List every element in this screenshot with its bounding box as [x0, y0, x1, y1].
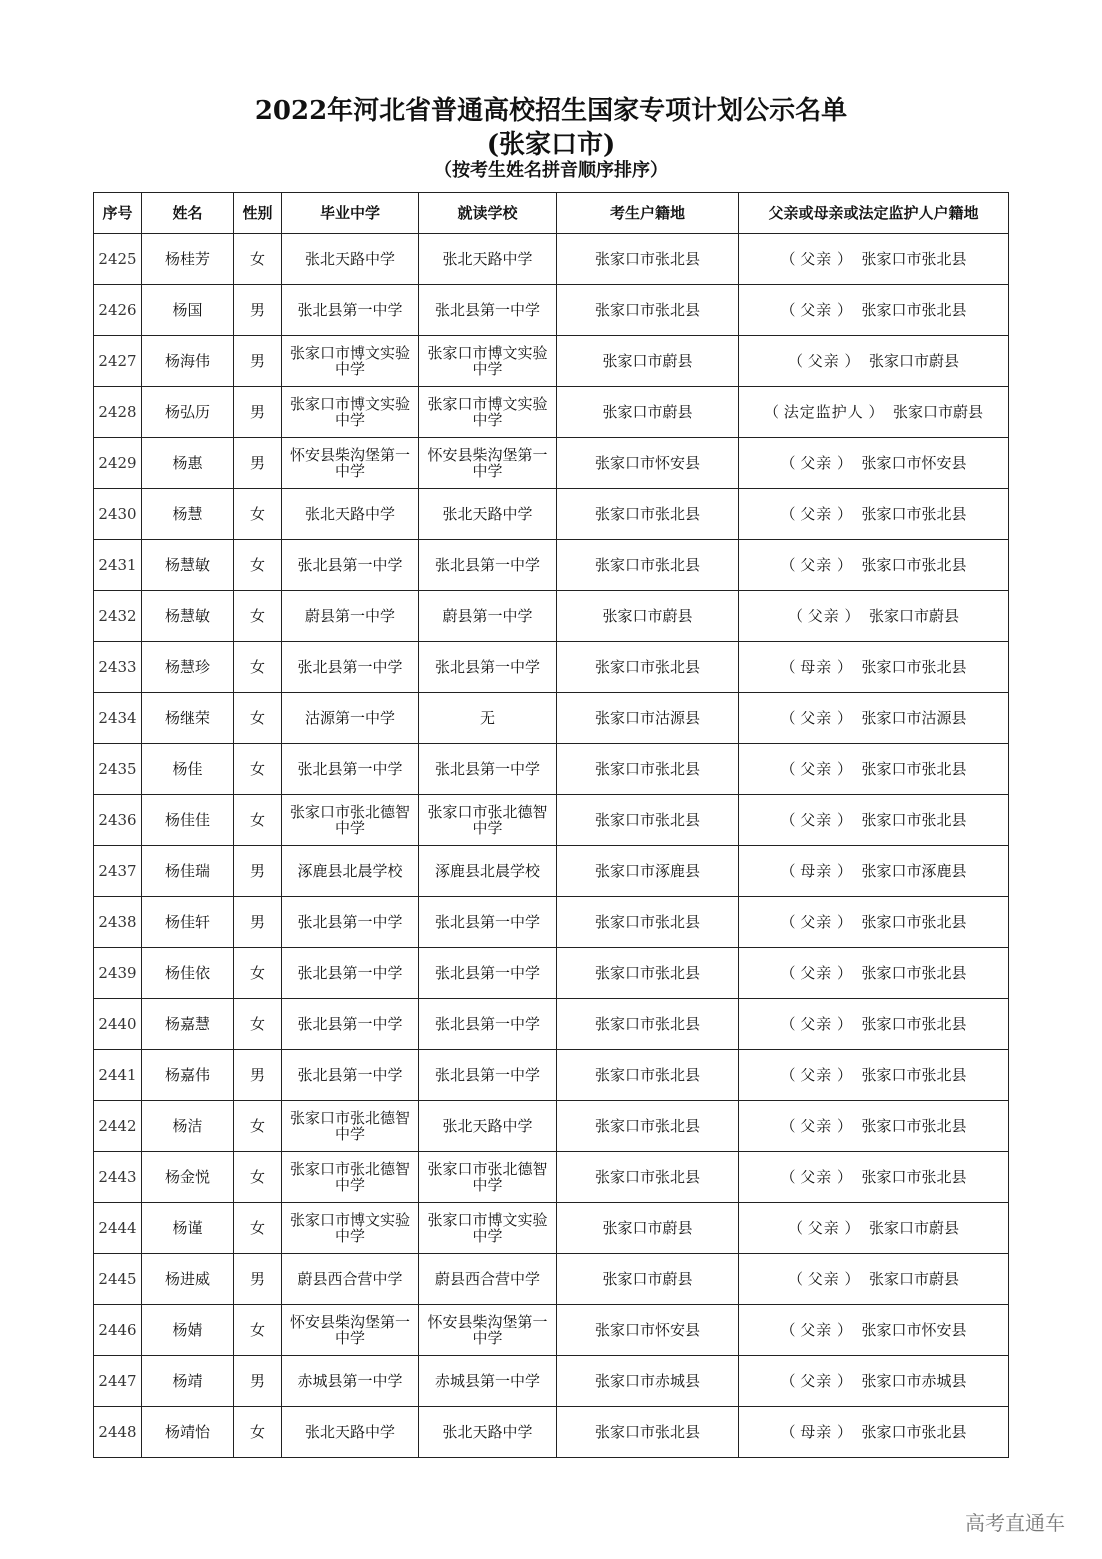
cell-name: 杨继荣: [142, 693, 234, 744]
cell-index: 2445: [94, 1254, 142, 1305]
cell-household: 张家口市张北县: [557, 1050, 739, 1101]
cell-index: 2432: [94, 591, 142, 642]
cell-current-school: 张北县第一中学: [419, 540, 557, 591]
col-header-household: 考生户籍地: [557, 193, 739, 234]
guardian-relation: 父亲: [807, 607, 840, 625]
cell-guardian-household: （ 父亲 ） 张家口市赤城县: [739, 1356, 1009, 1407]
guardian-place: 张家口市张北县: [861, 301, 967, 319]
cell-household: 张家口市蔚县: [557, 1254, 739, 1305]
cell-gender: 男: [234, 1050, 282, 1101]
cell-graduated-school: 张北县第一中学: [282, 948, 419, 999]
cell-guardian-household: （ 父亲 ） 张家口市蔚县: [739, 591, 1009, 642]
cell-gender: 女: [234, 642, 282, 693]
cell-graduated-school: 张北天路中学: [282, 489, 419, 540]
cell-current-school: 张家口市博文实验中学: [419, 387, 557, 438]
guardian-place: 张家口市张北县: [861, 250, 967, 268]
guardian-relation: 父亲: [800, 811, 833, 829]
cell-graduated-school: 张北县第一中学: [282, 897, 419, 948]
cell-household: 张家口市张北县: [557, 744, 739, 795]
cell-guardian-household: （ 父亲 ） 张家口市蔚县: [739, 336, 1009, 387]
cell-graduated-school: 张北天路中学: [282, 234, 419, 285]
cell-gender: 男: [234, 336, 282, 387]
cell-current-school: 张家口市博文实验中学: [419, 1203, 557, 1254]
cell-name: 杨桂芳: [142, 234, 234, 285]
cell-guardian-household: （ 父亲 ） 张家口市沽源县: [739, 693, 1009, 744]
roster-table: [93, 192, 1009, 1458]
cell-current-school: 怀安县柴沟堡第一中学: [419, 1305, 557, 1356]
table-row: [94, 642, 1009, 693]
guardian-relation: 法定监护人: [783, 403, 864, 421]
table-row: [94, 1050, 1009, 1101]
cell-gender: 女: [234, 795, 282, 846]
guardian-place: 张家口市怀安县: [861, 1321, 967, 1339]
guardian-relation: 父亲: [807, 1219, 840, 1237]
cell-gender: 男: [234, 1356, 282, 1407]
guardian-relation: 母亲: [800, 1423, 833, 1441]
cell-name: 杨佳瑞: [142, 846, 234, 897]
col-header-gender: 性别: [234, 193, 282, 234]
guardian-place: 张家口市张北县: [861, 811, 967, 829]
cell-graduated-school: 赤城县第一中学: [282, 1356, 419, 1407]
cell-graduated-school: 张北县第一中学: [282, 540, 419, 591]
cell-guardian-household: （ 父亲 ） 张家口市张北县: [739, 897, 1009, 948]
table-row: [94, 1203, 1009, 1254]
guardian-relation: 父亲: [800, 250, 833, 268]
cell-name: 杨嘉慧: [142, 999, 234, 1050]
cell-graduated-school: 张家口市张北德智中学: [282, 795, 419, 846]
guardian-relation: 母亲: [800, 862, 833, 880]
table-row: [94, 1356, 1009, 1407]
cell-guardian-household: （ 父亲 ） 张家口市张北县: [739, 1101, 1009, 1152]
cell-index: 2427: [94, 336, 142, 387]
cell-index: 2433: [94, 642, 142, 693]
col-header-current-school: 就读学校: [419, 193, 557, 234]
cell-name: 杨进威: [142, 1254, 234, 1305]
guardian-relation: 父亲: [800, 1372, 833, 1390]
cell-index: 2447: [94, 1356, 142, 1407]
cell-guardian-household: （ 父亲 ） 张家口市怀安县: [739, 438, 1009, 489]
cell-guardian-household: （ 法定监护人 ） 张家口市蔚县: [739, 387, 1009, 438]
cell-guardian-household: （ 父亲 ） 张家口市张北县: [739, 1152, 1009, 1203]
cell-guardian-household: （ 父亲 ） 张家口市张北县: [739, 948, 1009, 999]
table-row: [94, 1407, 1009, 1458]
table-row: [94, 948, 1009, 999]
cell-name: 杨婧: [142, 1305, 234, 1356]
cell-guardian-household: （ 父亲 ） 张家口市张北县: [739, 744, 1009, 795]
cell-household: 张家口市怀安县: [557, 438, 739, 489]
cell-guardian-household: （ 母亲 ） 张家口市张北县: [739, 642, 1009, 693]
cell-graduated-school: 蔚县西合营中学: [282, 1254, 419, 1305]
cell-gender: 女: [234, 1203, 282, 1254]
cell-graduated-school: 沽源第一中学: [282, 693, 419, 744]
table-row: [94, 1254, 1009, 1305]
cell-graduated-school: 张北县第一中学: [282, 285, 419, 336]
cell-guardian-household: （ 父亲 ） 张家口市蔚县: [739, 1203, 1009, 1254]
table-row: [94, 846, 1009, 897]
guardian-place: 张家口市蔚县: [869, 352, 960, 370]
cell-graduated-school: 张北县第一中学: [282, 744, 419, 795]
guardian-place: 张家口市蔚县: [869, 1219, 960, 1237]
cell-index: 2434: [94, 693, 142, 744]
cell-household: 张家口市张北县: [557, 489, 739, 540]
cell-gender: 女: [234, 1152, 282, 1203]
table-row: [94, 897, 1009, 948]
cell-gender: 女: [234, 693, 282, 744]
table-row: [94, 1305, 1009, 1356]
cell-index: 2446: [94, 1305, 142, 1356]
cell-household: 张家口市张北县: [557, 1407, 739, 1458]
document-title: 2022年河北省普通高校招生国家专项计划公示名单: [254, 96, 848, 126]
guardian-relation: 父亲: [800, 913, 833, 931]
table-row: [94, 693, 1009, 744]
cell-name: 杨国: [142, 285, 234, 336]
guardian-place: 张家口市怀安县: [861, 454, 967, 472]
cell-name: 杨金悦: [142, 1152, 234, 1203]
guardian-place: 张家口市张北县: [861, 964, 967, 982]
cell-current-school: 赤城县第一中学: [419, 1356, 557, 1407]
table-row: [94, 1152, 1009, 1203]
cell-graduated-school: 张北天路中学: [282, 1407, 419, 1458]
cell-index: 2431: [94, 540, 142, 591]
cell-household: 张家口市涿鹿县: [557, 846, 739, 897]
cell-gender: 女: [234, 1305, 282, 1356]
cell-gender: 女: [234, 234, 282, 285]
document-subtitle: (张家口市): [486, 130, 616, 160]
cell-index: 2442: [94, 1101, 142, 1152]
cell-current-school: 张家口市张北德智中学: [419, 1152, 557, 1203]
cell-current-school: 蔚县第一中学: [419, 591, 557, 642]
cell-graduated-school: 张家口市博文实验中学: [282, 387, 419, 438]
cell-name: 杨靖怡: [142, 1407, 234, 1458]
cell-household: 张家口市张北县: [557, 948, 739, 999]
cell-household: 张家口市怀安县: [557, 1305, 739, 1356]
table-row: [94, 999, 1009, 1050]
cell-household: 张家口市沽源县: [557, 693, 739, 744]
col-header-name: 姓名: [142, 193, 234, 234]
cell-current-school: 张北县第一中学: [419, 999, 557, 1050]
cell-graduated-school: 涿鹿县北晨学校: [282, 846, 419, 897]
table-row: [94, 591, 1009, 642]
cell-gender: 女: [234, 540, 282, 591]
guardian-place: 张家口市张北县: [861, 1117, 967, 1135]
cell-current-school: 涿鹿县北晨学校: [419, 846, 557, 897]
guardian-place: 张家口市张北县: [861, 556, 967, 574]
cell-guardian-household: （ 父亲 ） 张家口市张北县: [739, 285, 1009, 336]
cell-graduated-school: 张家口市博文实验中学: [282, 336, 419, 387]
cell-index: 2440: [94, 999, 142, 1050]
cell-name: 杨佳依: [142, 948, 234, 999]
guardian-relation: 父亲: [807, 352, 840, 370]
guardian-relation: 父亲: [800, 1015, 833, 1033]
col-header-guardian-household: 父亲或母亲或法定监护人户籍地: [739, 193, 1009, 234]
guardian-place: 张家口市张北县: [861, 1168, 967, 1186]
cell-name: 杨慧敏: [142, 591, 234, 642]
cell-household: 张家口市张北县: [557, 540, 739, 591]
cell-index: 2425: [94, 234, 142, 285]
cell-graduated-school: 怀安县柴沟堡第一中学: [282, 1305, 419, 1356]
cell-index: 2441: [94, 1050, 142, 1101]
guardian-relation: 父亲: [800, 454, 833, 472]
cell-household: 张家口市蔚县: [557, 1203, 739, 1254]
cell-name: 杨慧敏: [142, 540, 234, 591]
guardian-relation: 父亲: [800, 1168, 833, 1186]
cell-name: 杨弘历: [142, 387, 234, 438]
cell-graduated-school: 蔚县第一中学: [282, 591, 419, 642]
cell-index: 2439: [94, 948, 142, 999]
guardian-place: 张家口市沽源县: [861, 709, 967, 727]
guardian-relation: 父亲: [800, 964, 833, 982]
cell-index: 2437: [94, 846, 142, 897]
cell-current-school: 张北天路中学: [419, 489, 557, 540]
cell-current-school: 张家口市博文实验中学: [419, 336, 557, 387]
cell-guardian-household: （ 父亲 ） 张家口市张北县: [739, 540, 1009, 591]
cell-current-school: 怀安县柴沟堡第一中学: [419, 438, 557, 489]
cell-graduated-school: 张北县第一中学: [282, 642, 419, 693]
watermark: 高考直通车: [965, 1511, 1065, 1535]
guardian-place: 张家口市张北县: [861, 505, 967, 523]
cell-gender: 男: [234, 438, 282, 489]
cell-gender: 男: [234, 1254, 282, 1305]
cell-gender: 男: [234, 897, 282, 948]
cell-gender: 女: [234, 999, 282, 1050]
cell-household: 张家口市张北县: [557, 999, 739, 1050]
guardian-place: 张家口市赤城县: [861, 1372, 967, 1390]
cell-household: 张家口市赤城县: [557, 1356, 739, 1407]
cell-current-school: 张北县第一中学: [419, 642, 557, 693]
cell-graduated-school: 怀安县柴沟堡第一中学: [282, 438, 419, 489]
cell-gender: 男: [234, 285, 282, 336]
cell-gender: 男: [234, 846, 282, 897]
cell-guardian-household: （ 父亲 ） 张家口市蔚县: [739, 1254, 1009, 1305]
cell-guardian-household: （ 父亲 ） 张家口市张北县: [739, 489, 1009, 540]
cell-name: 杨佳佳: [142, 795, 234, 846]
cell-name: 杨靖: [142, 1356, 234, 1407]
cell-household: 张家口市张北县: [557, 1101, 739, 1152]
cell-graduated-school: 张家口市张北德智中学: [282, 1152, 419, 1203]
guardian-place: 张家口市张北县: [861, 760, 967, 778]
col-header-graduated-school: 毕业中学: [282, 193, 419, 234]
cell-name: 杨慧: [142, 489, 234, 540]
cell-current-school: 无: [419, 693, 557, 744]
guardian-relation: 父亲: [800, 1117, 833, 1135]
cell-index: 2426: [94, 285, 142, 336]
cell-index: 2436: [94, 795, 142, 846]
cell-household: 张家口市张北县: [557, 642, 739, 693]
table-row: [94, 540, 1009, 591]
guardian-place: 张家口市张北县: [861, 1423, 967, 1441]
cell-name: 杨佳: [142, 744, 234, 795]
guardian-place: 张家口市张北县: [861, 658, 967, 676]
cell-guardian-household: （ 母亲 ） 张家口市涿鹿县: [739, 846, 1009, 897]
cell-household: 张家口市张北县: [557, 1152, 739, 1203]
cell-household: 张家口市张北县: [557, 285, 739, 336]
sort-note: （按考生姓名拼音顺序排序）: [434, 160, 668, 181]
cell-index: 2430: [94, 489, 142, 540]
table-row: [94, 489, 1009, 540]
cell-graduated-school: 张北县第一中学: [282, 999, 419, 1050]
guardian-relation: 父亲: [800, 1321, 833, 1339]
guardian-place: 张家口市涿鹿县: [861, 862, 967, 880]
table-row: [94, 285, 1009, 336]
table-row: [94, 336, 1009, 387]
cell-household: 张家口市蔚县: [557, 591, 739, 642]
cell-gender: 女: [234, 591, 282, 642]
cell-current-school: 张北天路中学: [419, 234, 557, 285]
cell-guardian-household: （ 父亲 ） 张家口市张北县: [739, 234, 1009, 285]
cell-guardian-household: （ 父亲 ） 张家口市张北县: [739, 999, 1009, 1050]
guardian-relation: 父亲: [800, 709, 833, 727]
cell-index: 2443: [94, 1152, 142, 1203]
cell-index: 2444: [94, 1203, 142, 1254]
cell-name: 杨谨: [142, 1203, 234, 1254]
col-header-index: 序号: [94, 193, 142, 234]
guardian-relation: 父亲: [800, 556, 833, 574]
table-row: [94, 1101, 1009, 1152]
cell-current-school: 张北天路中学: [419, 1101, 557, 1152]
table-row: [94, 387, 1009, 438]
cell-current-school: 张北县第一中学: [419, 744, 557, 795]
guardian-place: 张家口市蔚县: [869, 607, 960, 625]
cell-graduated-school: 张家口市张北德智中学: [282, 1101, 419, 1152]
cell-guardian-household: （ 母亲 ） 张家口市张北县: [739, 1407, 1009, 1458]
guardian-relation: 父亲: [807, 1270, 840, 1288]
table-row: [94, 744, 1009, 795]
cell-household: 张家口市张北县: [557, 897, 739, 948]
cell-current-school: 张北县第一中学: [419, 1050, 557, 1101]
cell-guardian-household: （ 父亲 ） 张家口市怀安县: [739, 1305, 1009, 1356]
cell-gender: 女: [234, 1407, 282, 1458]
guardian-place: 张家口市蔚县: [869, 1270, 960, 1288]
cell-gender: 女: [234, 489, 282, 540]
cell-household: 张家口市蔚县: [557, 336, 739, 387]
cell-name: 杨慧珍: [142, 642, 234, 693]
table-row: [94, 795, 1009, 846]
cell-graduated-school: 张北县第一中学: [282, 1050, 419, 1101]
cell-current-school: 张北县第一中学: [419, 948, 557, 999]
cell-name: 杨佳轩: [142, 897, 234, 948]
guardian-relation: 父亲: [800, 505, 833, 523]
cell-index: 2428: [94, 387, 142, 438]
cell-current-school: 张家口市张北德智中学: [419, 795, 557, 846]
cell-guardian-household: （ 父亲 ） 张家口市张北县: [739, 795, 1009, 846]
table-row: [94, 234, 1009, 285]
cell-name: 杨嘉伟: [142, 1050, 234, 1101]
guardian-place: 张家口市蔚县: [893, 403, 984, 421]
guardian-place: 张家口市张北县: [861, 913, 967, 931]
cell-index: 2448: [94, 1407, 142, 1458]
cell-current-school: 蔚县西合营中学: [419, 1254, 557, 1305]
cell-household: 张家口市张北县: [557, 234, 739, 285]
guardian-relation: 父亲: [800, 1066, 833, 1084]
cell-guardian-household: （ 父亲 ） 张家口市张北县: [739, 1050, 1009, 1101]
cell-current-school: 张北县第一中学: [419, 897, 557, 948]
cell-index: 2429: [94, 438, 142, 489]
guardian-relation: 父亲: [800, 301, 833, 319]
cell-name: 杨惠: [142, 438, 234, 489]
cell-household: 张家口市张北县: [557, 795, 739, 846]
cell-gender: 男: [234, 387, 282, 438]
table-header-row: [94, 193, 1009, 234]
guardian-relation: 父亲: [800, 760, 833, 778]
cell-current-school: 张北县第一中学: [419, 285, 557, 336]
guardian-place: 张家口市张北县: [861, 1015, 967, 1033]
cell-gender: 女: [234, 744, 282, 795]
guardian-relation: 母亲: [800, 658, 833, 676]
cell-household: 张家口市蔚县: [557, 387, 739, 438]
cell-gender: 女: [234, 948, 282, 999]
cell-name: 杨洁: [142, 1101, 234, 1152]
cell-name: 杨海伟: [142, 336, 234, 387]
cell-index: 2438: [94, 897, 142, 948]
cell-index: 2435: [94, 744, 142, 795]
guardian-place: 张家口市张北县: [861, 1066, 967, 1084]
cell-current-school: 张北天路中学: [419, 1407, 557, 1458]
table-row: [94, 438, 1009, 489]
cell-gender: 女: [234, 1101, 282, 1152]
cell-graduated-school: 张家口市博文实验中学: [282, 1203, 419, 1254]
